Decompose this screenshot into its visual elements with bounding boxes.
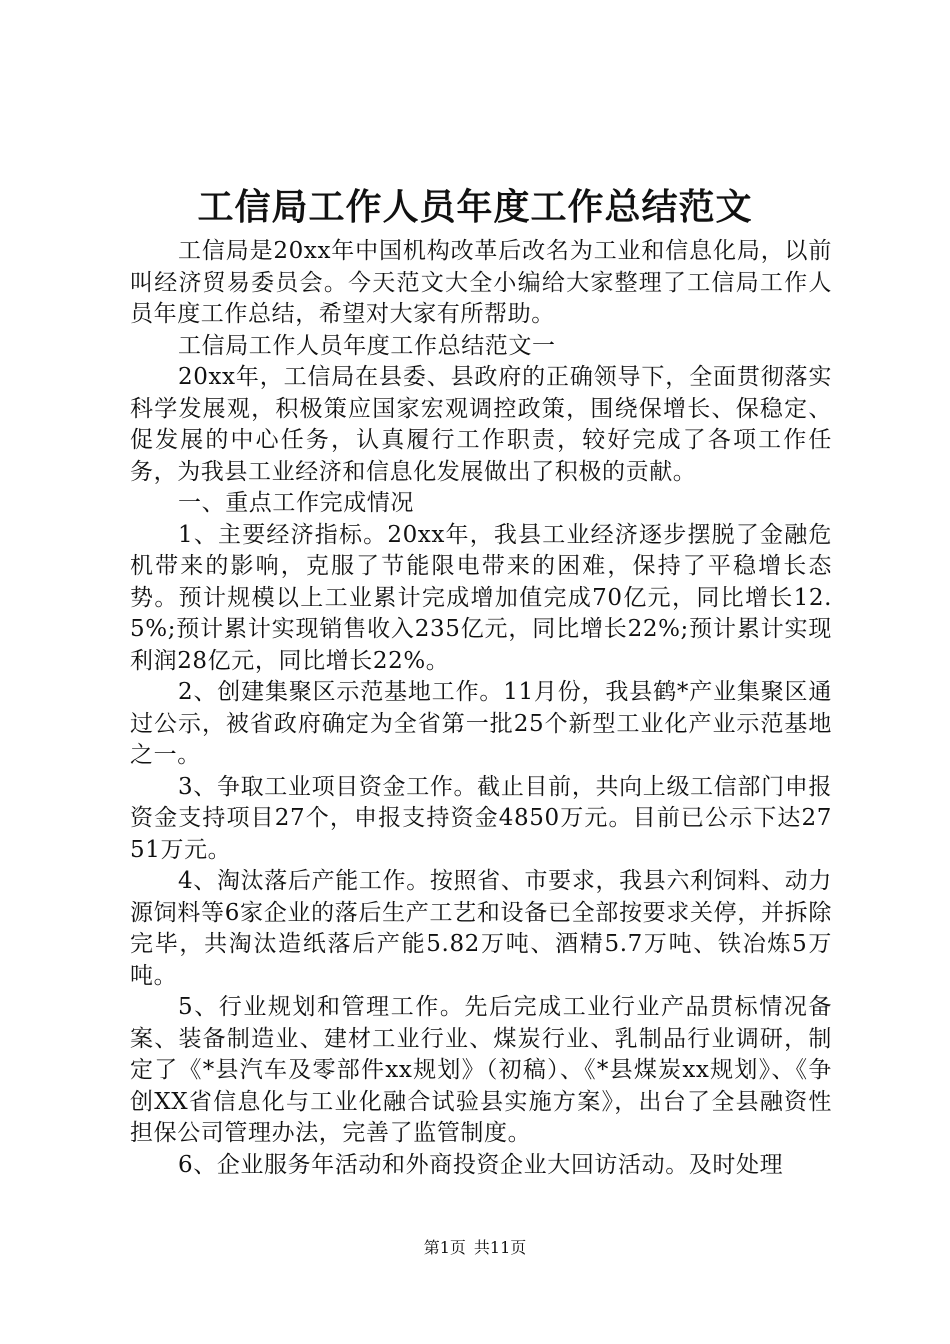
paragraph-item-3: 3、争取工业项目资金工作。截止目前，共向上级工信部门申报资金支持项目27个，申报支持资金4850万元。目前已公示下达2751万元。 [130, 773, 832, 863]
paragraph-item-4: 4、淘汰落后产能工作。按照省、市要求，我县六利饲料、动力源饲料等6家企业的落后生产工艺和设备已全部按要求关停，并拆除完毕，共淘汰造纸落后产能5.82万吨、酒精5.7万吨、铁冶炼5万吨。 [130, 868, 832, 989]
paragraph-item-5: 5、行业规划和管理工作。先后完成工业行业产品贯标情况备案、装备制造业、建材工业行业、煤炭行业、乳制品行业调研，制定了《*县汽车及零部件xx规划》（初稿）、《*县煤炭xx规划》、《争创XX省信息化与工业化融合试验县实施方案》，出台了全县融资性担保公司管理办法，完善了监管制度。 [130, 994, 832, 1146]
page-number: 第1页 [423, 1238, 466, 1257]
page-footer [0, 1237, 950, 1259]
paragraph-subtitle: 工信局工作人员年度工作总结范文一 [178, 332, 556, 359]
paragraph-item-6: 6、企业服务年活动和外商投资企业大回访活动。及时处理 [178, 1151, 784, 1178]
page-total: 共11页 [473, 1238, 527, 1257]
document-title: 工信局工作人员年度工作总结范文 [197, 186, 753, 228]
paragraph-intro: 工信局是20xx年中国机构改革后改名为工业和信息化局，以前叫经济贸易委员会。今天范文大全小编给大家整理了工信局工作人员年度工作总结，希望对大家有所帮助。 [130, 238, 832, 327]
paragraph-item-2: 2、创建集聚区示范基地工作。11月份，我县鹤*产业集聚区通过公示，被省政府确定为全省第一批25个新型工业化产业示范基地之一。 [130, 679, 832, 768]
paragraph-overview: 20xx年，工信局在县委、县政府的正确领导下，全面贯彻落实科学发展观，积极策应国家宏观调控政策，围绕保增长、保稳定、促发展的中心任务，认真履行工作职责，较好完成了各项工作任务，为我县工业经济和信息化发展做出了积极的贡献。 [130, 364, 832, 485]
paragraph-item-1: 1、主要经济指标。20xx年，我县工业经济逐步摆脱了金融危机带来的影响，克服了节能限电带来的困难，保持了平稳增长态势。预计规模以上工业累计完成增加值完成70亿元，同比增长12.5%;预计累计实现销售收入235亿元，同比增长22%;预计累计实现利润28亿元，同比增长22%。 [130, 521, 832, 674]
section-heading: 一、重点工作完成情况 [178, 490, 414, 516]
document-body [130, 236, 832, 1181]
